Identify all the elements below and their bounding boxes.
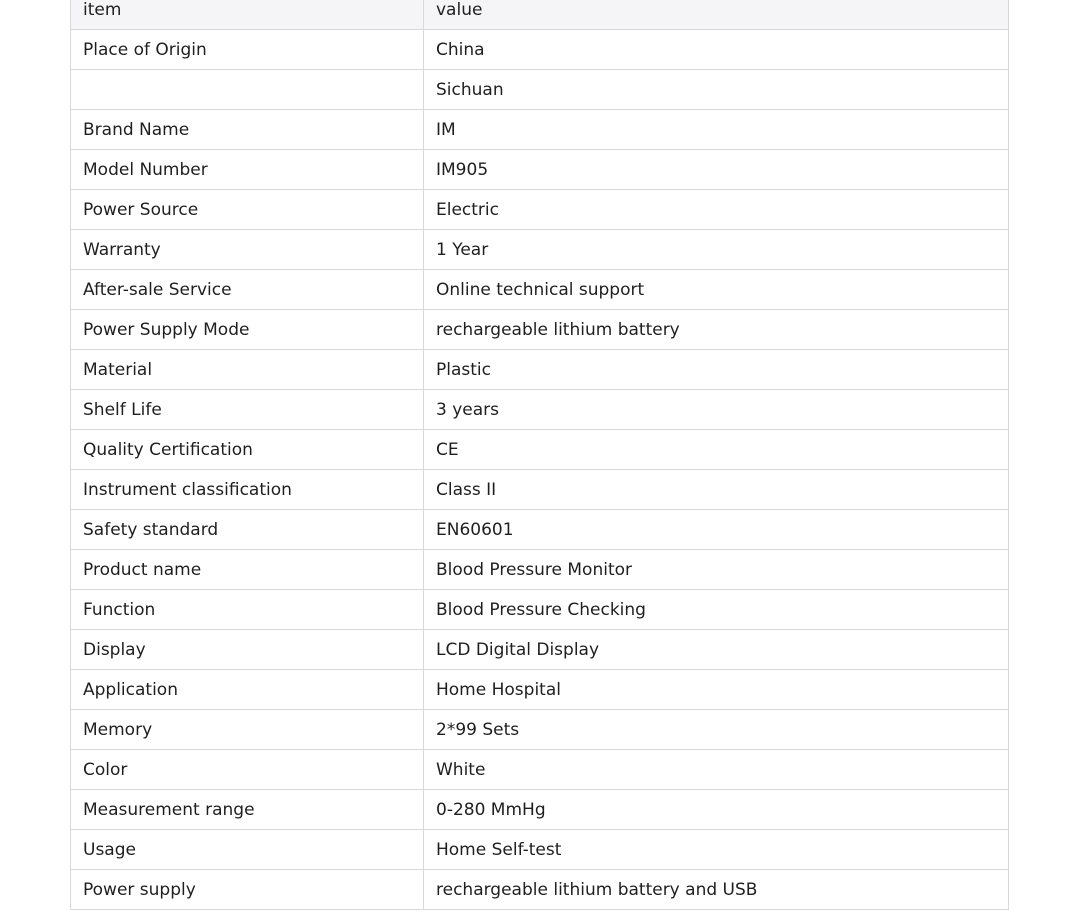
row-item: Usage bbox=[71, 830, 424, 870]
row-item: After-sale Service bbox=[71, 270, 424, 310]
product-spec-table bbox=[70, 0, 1009, 910]
row-value: China bbox=[424, 30, 1009, 70]
row-item: Place of Origin bbox=[71, 30, 424, 70]
row-item: Power supply bbox=[71, 870, 424, 910]
table-row bbox=[71, 670, 1009, 710]
header-item: item bbox=[71, 0, 424, 30]
row-value: IM905 bbox=[424, 150, 1009, 190]
table-row bbox=[71, 190, 1009, 230]
row-value: Blood Pressure Monitor bbox=[424, 550, 1009, 590]
table-body bbox=[71, 30, 1009, 910]
table-row bbox=[71, 270, 1009, 310]
row-item: Power Supply Mode bbox=[71, 310, 424, 350]
row-item: Safety standard bbox=[71, 510, 424, 550]
row-item: Product name bbox=[71, 550, 424, 590]
row-item: Material bbox=[71, 350, 424, 390]
row-value: 3 years bbox=[424, 390, 1009, 430]
row-item bbox=[71, 70, 424, 110]
row-value: Online technical support bbox=[424, 270, 1009, 310]
table-row bbox=[71, 790, 1009, 830]
row-value: LCD Digital Display bbox=[424, 630, 1009, 670]
row-value: rechargeable lithium battery and USB bbox=[424, 870, 1009, 910]
row-value: CE bbox=[424, 430, 1009, 470]
row-value: Home Self-test bbox=[424, 830, 1009, 870]
row-value: Home Hospital bbox=[424, 670, 1009, 710]
row-value: Class II bbox=[424, 470, 1009, 510]
table-row bbox=[71, 230, 1009, 270]
row-item: Function bbox=[71, 590, 424, 630]
row-value: EN60601 bbox=[424, 510, 1009, 550]
row-value: Plastic bbox=[424, 350, 1009, 390]
table-row bbox=[71, 150, 1009, 190]
row-item: Brand Name bbox=[71, 110, 424, 150]
row-item: Shelf Life bbox=[71, 390, 424, 430]
table-row bbox=[71, 830, 1009, 870]
row-item: Measurement range bbox=[71, 790, 424, 830]
row-value: 0-280 MmHg bbox=[424, 790, 1009, 830]
row-value: Blood Pressure Checking bbox=[424, 590, 1009, 630]
row-value: Electric bbox=[424, 190, 1009, 230]
row-value: 1 Year bbox=[424, 230, 1009, 270]
row-item: Instrument classification bbox=[71, 470, 424, 510]
table-row bbox=[71, 470, 1009, 510]
row-item: Memory bbox=[71, 710, 424, 750]
table-row bbox=[71, 390, 1009, 430]
table-row bbox=[71, 310, 1009, 350]
row-item: Model Number bbox=[71, 150, 424, 190]
table-row bbox=[71, 750, 1009, 790]
table-header bbox=[71, 0, 1009, 30]
row-value: 2*99 Sets bbox=[424, 710, 1009, 750]
table-row bbox=[71, 590, 1009, 630]
row-item: Display bbox=[71, 630, 424, 670]
row-value: rechargeable lithium battery bbox=[424, 310, 1009, 350]
table-row bbox=[71, 110, 1009, 150]
header-value: value bbox=[424, 0, 1009, 30]
header-row bbox=[71, 0, 1009, 30]
table-row bbox=[71, 550, 1009, 590]
row-item: Quality Certification bbox=[71, 430, 424, 470]
row-value: Sichuan bbox=[424, 70, 1009, 110]
table-row bbox=[71, 430, 1009, 470]
row-value: IM bbox=[424, 110, 1009, 150]
table-row bbox=[71, 710, 1009, 750]
table-row bbox=[71, 350, 1009, 390]
table-row bbox=[71, 30, 1009, 70]
row-item: Color bbox=[71, 750, 424, 790]
row-item: Application bbox=[71, 670, 424, 710]
row-value: White bbox=[424, 750, 1009, 790]
row-item: Power Source bbox=[71, 190, 424, 230]
table-row bbox=[71, 630, 1009, 670]
table-row bbox=[71, 510, 1009, 550]
row-item: Warranty bbox=[71, 230, 424, 270]
table-row bbox=[71, 870, 1009, 910]
table-row bbox=[71, 70, 1009, 110]
